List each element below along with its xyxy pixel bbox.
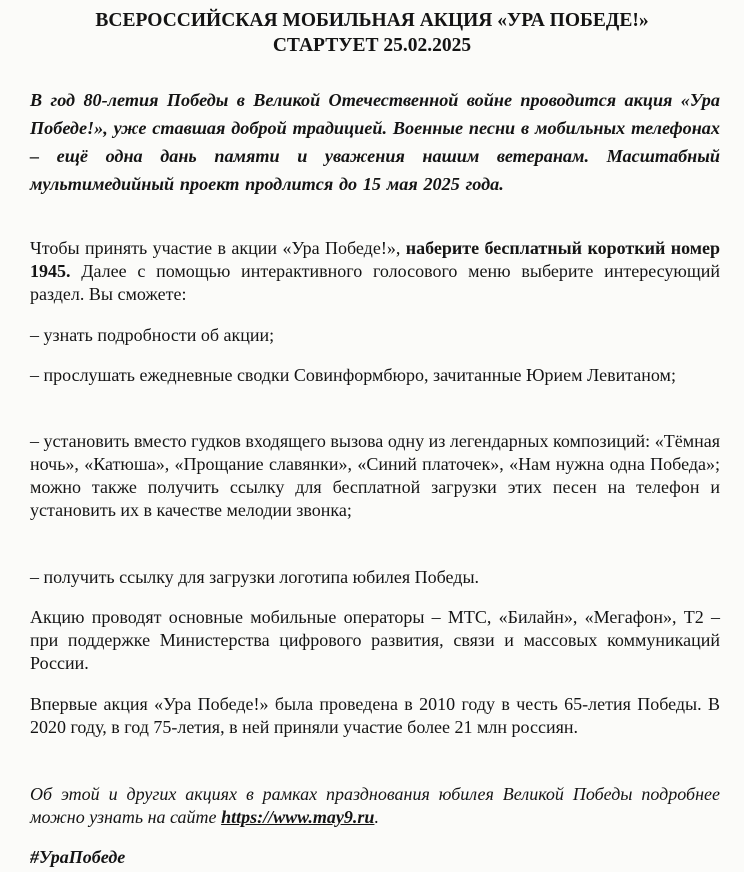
footer-period: . [374, 807, 379, 827]
intro-paragraph [30, 237, 720, 306]
operators-paragraph: Акцию проводят основные мобильные операторы – МТС, «Билайн», «Мегафон», Т2 – при поддержке Министерства цифрового развития, связи и массовых коммуникаций России. [30, 607, 720, 673]
website-link[interactable]: https://www.may9.ru [221, 807, 375, 827]
footer-text: Об этой и других акциях в рамках празднования юбилея Великой Победы подробнее можно узнать на сайте [30, 784, 720, 827]
title-line-1: ВСЕРОССИЙСКАЯ МОБИЛЬНАЯ АКЦИЯ «УРА ПОБЕДЕ!» [95, 10, 649, 31]
intro-bold-number: наберите бесплатный короткий номер 1945. [30, 238, 720, 281]
footer-paragraph [30, 783, 720, 829]
history-paragraph: Впервые акция «Ура Победе!» была проведена в 2010 году в честь 65-летия Победы. В 2020 году, в год 75-летия, в ней приняли участие более 21 млн россиян. [30, 694, 720, 737]
intro-text-1: Чтобы принять участие в акции «Ура Победе!», [30, 238, 406, 258]
document-title [24, 8, 720, 58]
option-item-4: – получить ссылку для загрузки логотипа юбилея Победы. [30, 567, 480, 587]
hashtag: #УраПобеде [30, 847, 126, 867]
lead-paragraph: В год 80-летия Победы в Великой Отечественной войне проводится акция «Ура Победе!», уже ставшая доброй традицией. Военные песни в мобильных телефонах – ещё одна дань памяти и уважения нашим ветеранам. Масштабный мультимедийный проект продлится до 15 мая 2025 года. [30, 90, 720, 194]
intro-text-2: Далее с помощью интерактивного голосового меню выберите интересующий раздел. Вы сможете: [30, 261, 720, 304]
option-item-1: – узнать подробности об акции; [30, 325, 275, 345]
option-item-2: – прослушать ежедневные сводки Совинформбюро, зачитанные Юрием Левитаном; [30, 365, 676, 385]
title-line-2: СТАРТУЕТ 25.02.2025 [272, 35, 472, 56]
option-item-3: – установить вместо гудков входящего вызова одну из легендарных композиций: «Тёмная ночь», «Катюша», «Прощание славянки», «Синий платочек», «Нам нужна одна Победа»; можно также получить ссылку для бесплатной загрузки этих песен на телефон и установить их в качестве мелодии звонка; [30, 431, 720, 520]
